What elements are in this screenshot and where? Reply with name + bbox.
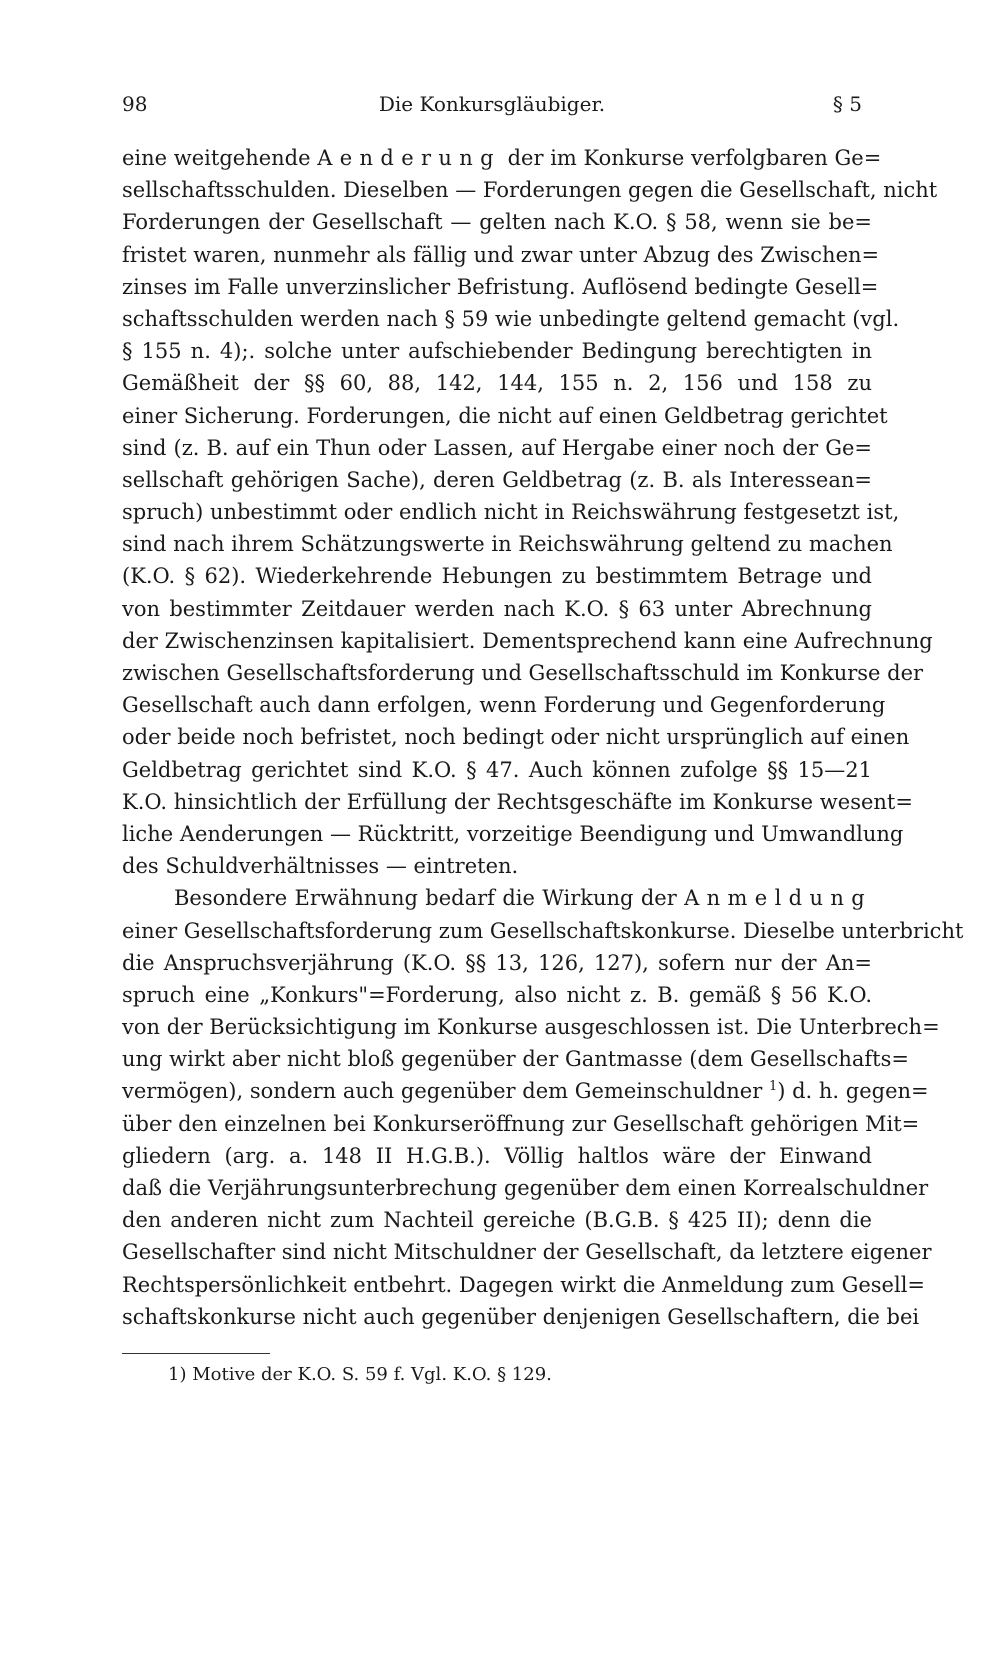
text-line: von der Berücksichtigung im Konkurse ausgeschlossen ist. Die Unterbrech= (122, 1015, 940, 1040)
text-line: einer Gesellschaftsforderung zum Gesellschaftskonkurse. Dieselbe unterbricht (122, 918, 964, 943)
running-title: Die Konkursgläubiger. (378, 92, 606, 116)
text-line: schaftsschulden werden nach § 59 wie unbedingte geltend gemacht (vgl. (122, 306, 900, 331)
text-line: oder beide noch befristet, noch bedingt oder nicht ursprünglich auf einen (122, 725, 910, 750)
text-line: Forderungen der Gesellschaft — gelten nach K.O. § 58, wenn sie be= (122, 210, 872, 235)
footnote-divider (122, 1353, 270, 1354)
text-line: sellschaftsschulden. Dieselben — Forderungen gegen die Gesellschaft, nicht (122, 178, 938, 203)
text-line: spruch eine „Konkurs"=Forderung, also nicht z. B. gemäß § 56 K.O. (122, 982, 872, 1007)
text-line: § 155 n. 4);. solche unter aufschiebender Bedingung berechtigten in (122, 339, 872, 364)
text-line: Gesellschaft auch dann erfolgen, wenn Forderung und Gegenforderung (122, 693, 886, 718)
text-line: Rechtspersönlichkeit entbehrt. Dagegen wirkt die Anmeldung zum Gesell= (122, 1272, 926, 1297)
text-line: zwischen Gesellschaftsforderung und Gesellschaftsschuld im Konkurse der (122, 661, 924, 685)
emphasized-word: Anmeldung (684, 886, 872, 911)
page-number: 98 (122, 92, 148, 116)
text-line: ung wirkt aber nicht bloß gegenüber der Gantmasse (dem Gesellschafts= (122, 1047, 909, 1072)
text-line: die Anspruchsverjährung (K.O. §§ 13, 126, 127), sofern nur der An= (122, 950, 872, 975)
body-text (122, 142, 964, 1333)
text-line: (K.O. § 62). Wiederkehrende Hebungen zu bestimmtem Betrage und (122, 564, 872, 589)
paragraph-2 (122, 882, 964, 1333)
footnote-marker: 1 (768, 1079, 778, 1095)
text-line: einer Sicherung. Forderungen, die nicht auf einen Geldbetrag gerichtet (122, 403, 888, 428)
text-line: vermögen), sondern auch gegenüber dem Gemeinschuldner $^1$) d. h. gegen= (122, 1079, 929, 1104)
paragraph-1 (122, 142, 938, 882)
page-header (122, 92, 862, 122)
text-line: Besondere Erwähnung bedarf die Wirkung der Anmeldung (174, 886, 872, 911)
text-line: schaftskonkurse nicht auch gegenüber denjenigen Gesellschaftern, die bei (122, 1304, 920, 1329)
text-line: sind (z. B. auf ein Thun oder Lassen, auf Hergabe einer noch der Ge= (122, 435, 872, 460)
text-line: sellschaft gehörigen Sache), deren Geldbetrag (z. B. als Interessean= (122, 467, 872, 492)
text-line: Gesellschafter sind nicht Mitschuldner der Gesellschaft, da letztere eigener (122, 1240, 932, 1265)
text-line: eine weitgehende Aenderung der im Konkurse verfolgbaren Ge= (122, 146, 882, 170)
text-line: zinses im Falle unverzinslicher Befristung. Auflösend bedingte Gesell= (122, 274, 879, 299)
text-line: Geldbetrag gerichtet sind K.O. § 47. Auch können zufolge §§ 15—21 (122, 757, 872, 782)
section-number: § 5 (832, 92, 862, 116)
text-line: K.O. hinsichtlich der Erfüllung der Rechtsgeschäfte im Konkurse wesent= (122, 789, 913, 814)
text-line: sind nach ihrem Schätzungswerte in Reichswährung geltend zu machen (122, 532, 893, 557)
text-line: liche Aenderungen — Rücktritt, vorzeitige Beendigung und Umwandlung (122, 821, 904, 846)
text-line: spruch) unbestimmt oder endlich nicht in Reichswährung festgesetzt ist, (122, 500, 900, 525)
text-line: fristet waren, nunmehr als fällig und zwar unter Abzug des Zwischen= (122, 242, 880, 267)
text-line: daß die Verjährungsunterbrechung gegenüber dem einen Korrealschuldner (122, 1176, 929, 1200)
text-line: Gemäßheit der §§ 60, 88, 142, 144, 155 n. 2, 156 und 158 zu (122, 371, 872, 396)
text-line: von bestimmter Zeitdauer werden nach K.O. § 63 unter Abrechnung (122, 596, 872, 621)
text-line: des Schuldverhältnisses — eintreten. (122, 854, 519, 879)
emphasized-word: Aenderung (317, 146, 501, 170)
text-line: über den einzelnen bei Konkurseröffnung zur Gesellschaft gehörigen Mit= (122, 1111, 920, 1136)
text-line: der Zwischenzinsen kapitalisiert. Dementsprechend kann eine Aufrechnung (122, 628, 933, 653)
text-line: den anderen nicht zum Nachteil gereiche (B.G.B. § 425 II); denn die (122, 1208, 872, 1233)
text-line: gliedern (arg. a. 148 II H.G.B.). Völlig haltlos wäre der Einwand (122, 1143, 872, 1168)
footnote: 1) Motive der K.O. S. 59 f. Vgl. K.O. § 129. (168, 1364, 552, 1385)
